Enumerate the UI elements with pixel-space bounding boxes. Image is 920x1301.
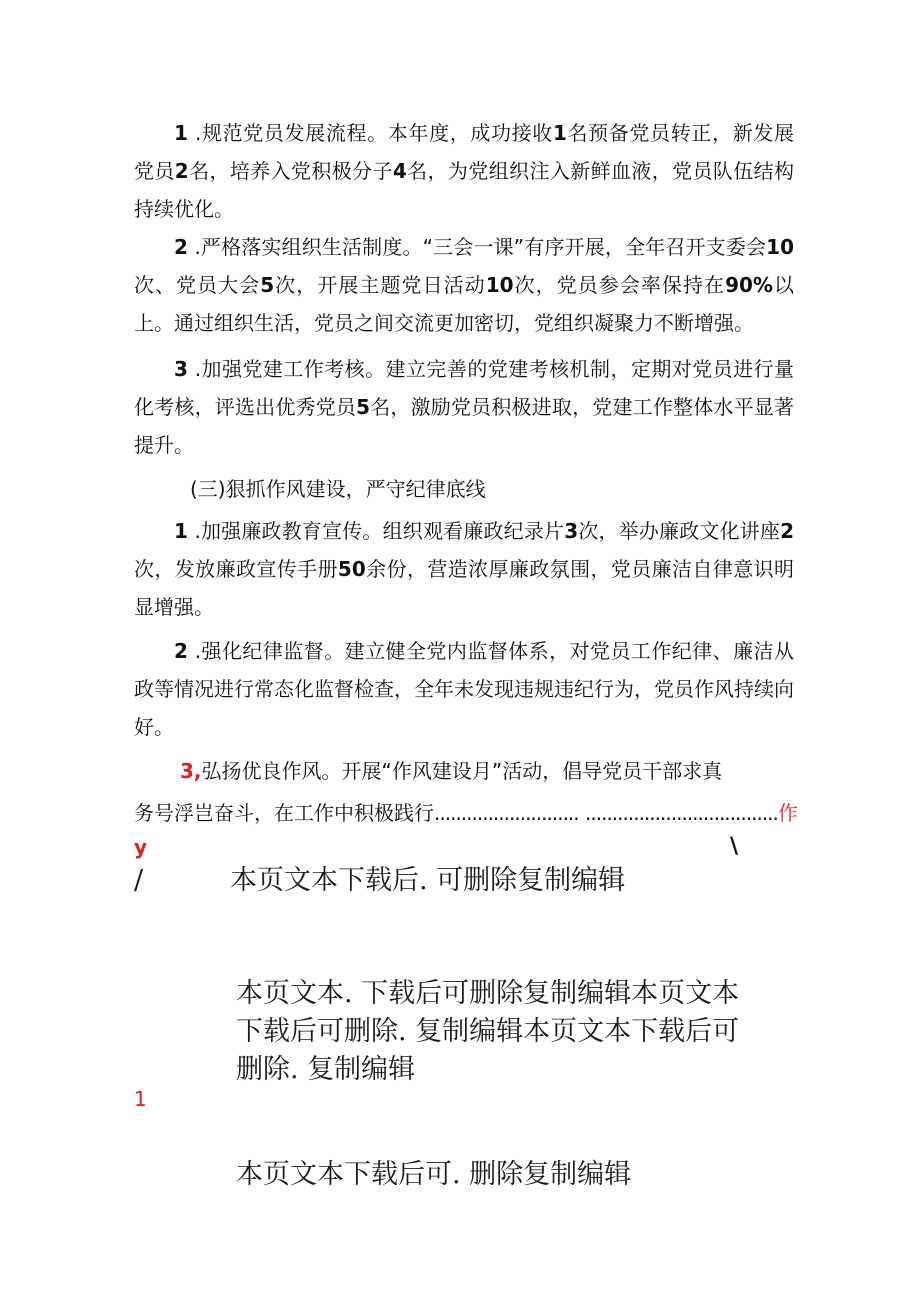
section-heading: (三)狠抓作风建设，严守纪律底线 [190,477,486,501]
red-mark-one: 1 [134,1087,147,1111]
paragraph-text: 次，党员参会率保持在 [513,273,726,297]
highlight-number: 10 [485,273,514,297]
paragraph-text: 以上。通过组织生活，党员之间交流更加密切，党组织凝聚力不断增强。 [134,273,794,335]
paragraph-party-member-development [134,114,794,228]
highlight-number: 10 [766,235,794,259]
paragraph-text: .严格落实组织生活制度。“三会一课”有序开展，全年召开支委会 [194,235,767,259]
item-number: 3 [174,357,188,381]
paragraph-work-style [180,752,722,790]
highlight-number: 50 [337,557,366,581]
watermark-line-3: 本页文本下载后可. 删除复制编辑 [236,1159,632,1190]
paragraph-text: 次，开展主题党日活动 [274,273,486,297]
leader-dots: ........................... [434,801,579,825]
paragraph-discipline-supervision [134,632,794,746]
paragraph-text: .强化纪律监督。建立健全党内监督体系，对党员工作纪律、廉洁从政等情况进行常态化监督检查，全年未发现违规违纪行为，党员作风持续向好。 [134,639,795,739]
highlight-number: 5 [356,395,371,419]
highlight-number: 2 [174,159,189,183]
watermark-line-1: 本页文本下载后. 可删除复制编辑 [230,865,626,896]
paragraph-text: 名，激励党员积极进取，党建工作整体水平显著提升。 [134,395,795,457]
paragraph-text: 余份，营造浓厚廉政氛围，党员廉洁自律意识明显增强。 [134,557,795,619]
slash-mark: / [134,865,144,896]
paragraph-text: 名，培养入党积极分子 [188,159,393,183]
watermark-block-2-line-2: 下载后可删除. 复制编辑本页文本下载后可 [236,1016,740,1047]
highlight-number: 3 [564,519,579,543]
paragraph-text: 务号浮岂奋斗，在工作中积极践行 [134,801,434,825]
paragraph-text: .规范党员发展流程。本年度，成功接收 [194,121,553,145]
backslash-mark: \ [730,834,739,859]
highlight-number: 90% [725,273,773,297]
paragraph-assessment [134,350,794,464]
red-fragment: 作 [777,801,798,825]
highlight-number: 4 [392,159,407,183]
item-number: 1 [174,121,188,145]
red-mark-y: y [134,835,148,859]
leader-dots: .................................... [585,801,778,825]
highlight-number: 5 [260,273,275,297]
item-number: 3, [180,759,202,783]
highlight-number: 1 [552,121,567,145]
item-number: 2 [174,235,188,259]
paragraph-text: 名预备党员转正，新发展党员 [134,121,795,183]
item-number: 1 [174,519,188,543]
watermark-block-2-line-1: 本页文本. 下载后可删除复制编辑本页文本 [236,978,740,1009]
paragraph-text: 次，发放廉政宣传手册 [134,557,338,581]
paragraph-text: 名，为党组织注入新鲜血液，党员队伍结构持续优化。 [134,159,795,221]
paragraph-organization-life [134,228,794,342]
paragraph-integrity-education [134,512,794,626]
paragraph-text: 次，举办廉政文化讲座 [578,519,781,543]
watermark-block-2-line-3: 删除. 复制编辑 [236,1054,416,1085]
paragraph-text: 次、党员大会 [134,273,261,297]
paragraph-work-style-continued [134,794,798,832]
paragraph-text: 弘扬优良作风。开展“作风建设月”活动，倡导党员干部求真 [201,759,723,783]
highlight-number: 2 [780,519,795,543]
item-number: 2 [174,639,188,663]
paragraph-text: .加强廉政教育宣传。组织观看廉政纪录片 [194,519,565,543]
paragraph-text: .加强党建工作考核。建立完善的党建考核机制，定期对党员进行量化考核，评选出优秀党员 [134,357,795,419]
